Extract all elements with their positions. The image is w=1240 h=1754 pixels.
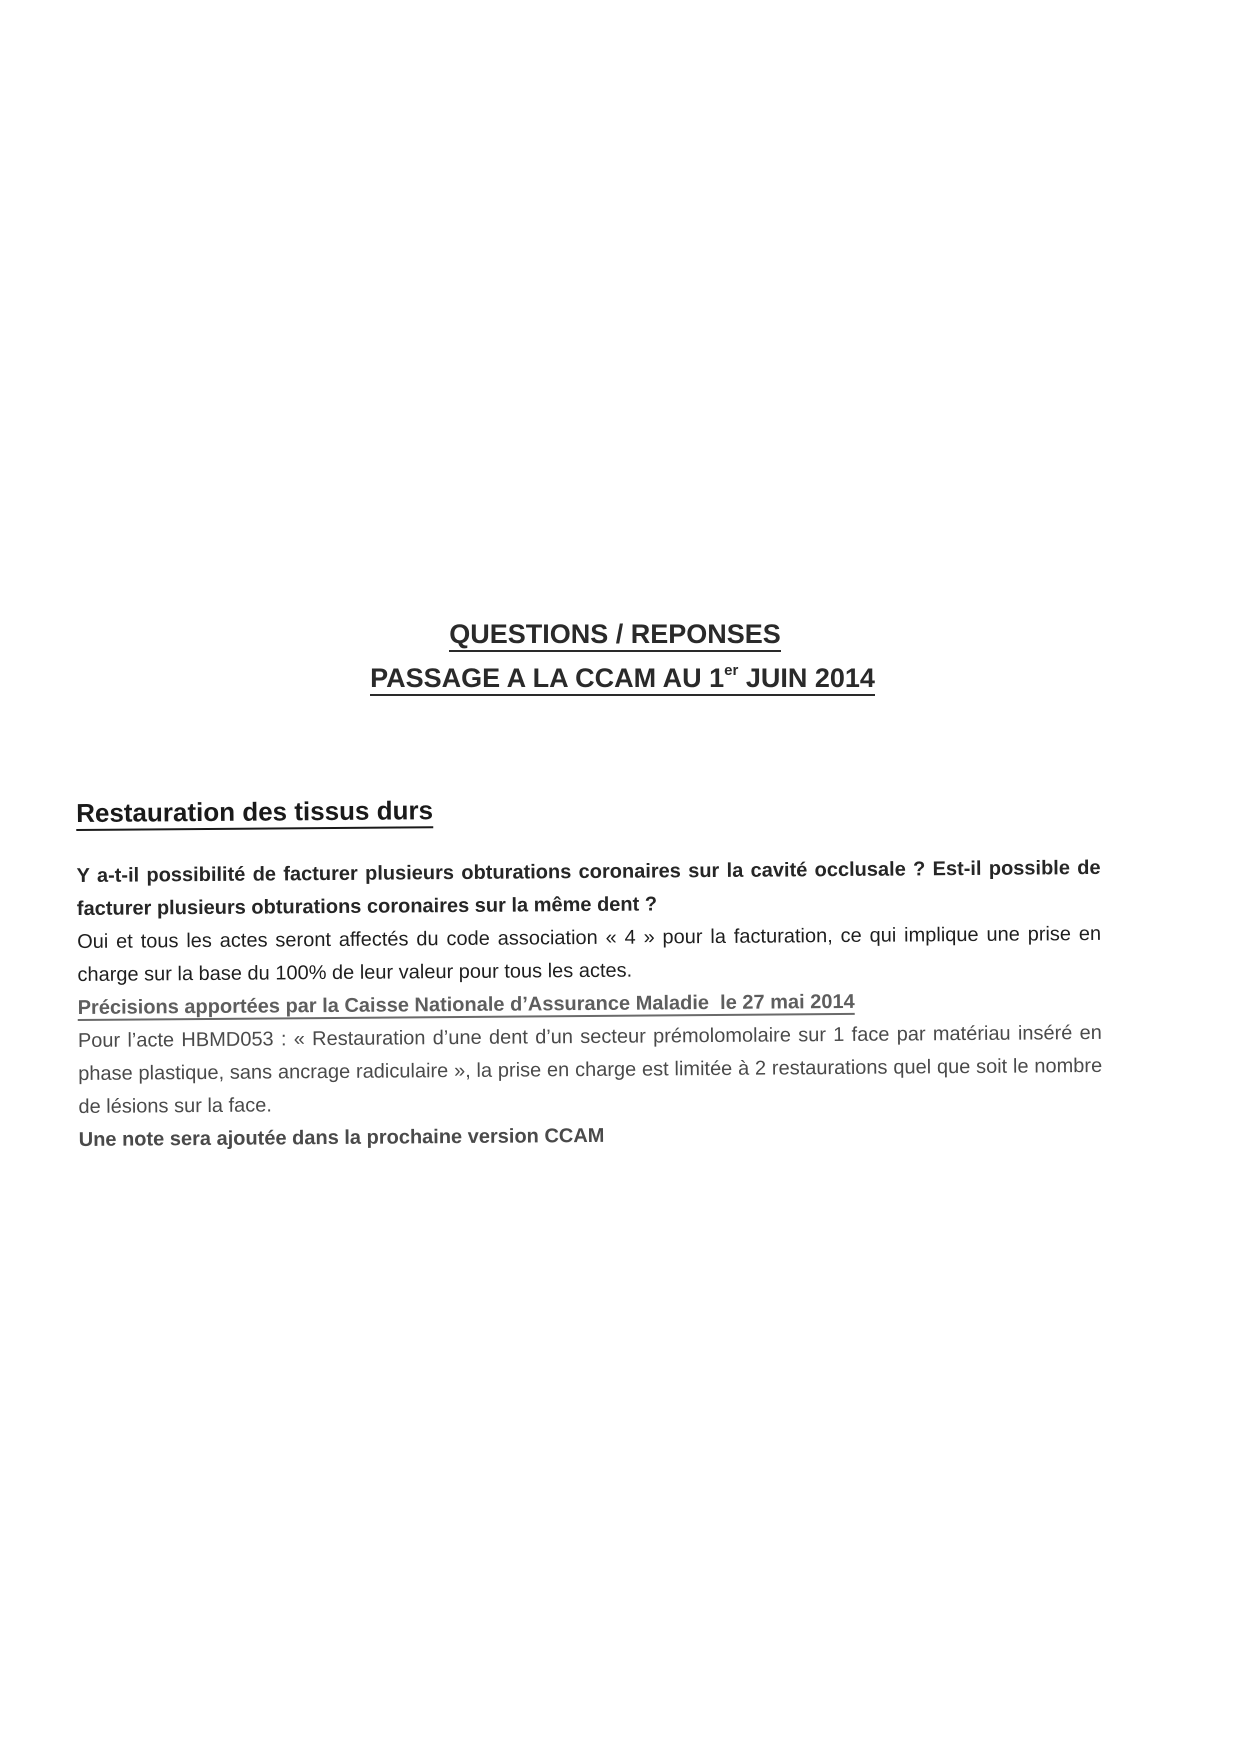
precision-heading-text: Précisions apportées par la Caisse Nationale d’Assurance Maladie le 27 mai 2014 <box>77 990 855 1019</box>
title-line-1 <box>0 612 1240 656</box>
question-paragraph: Y a-t-il possibilité de facturer plusieurs obturations coronaires sur la cavité occlusale ? Est-il possible de facturer plusieurs obturations coronaires sur la même dent ? <box>76 856 1101 920</box>
section-heading <box>76 788 1100 830</box>
section-restauration <box>76 788 1103 1157</box>
answer-paragraph: Oui et tous les actes seront affectés du code association « 4 » pour la facturation, ce qui implique une prise en charge sur la base du 100% de leur valeur pour tous les actes. <box>77 922 1102 986</box>
title-questions-reponses: QUESTIONS / REPONSES <box>449 619 781 652</box>
precision-paragraph: Pour l’acte HBMD053 : « Restauration d’une dent d’un secteur prémolomolaire sur 1 face par matériau inséré en phase plastique, sans ancrage radiculaire », la prise en charge est limitée à 2 restaurations quel que soit le nombre de lésions sur la face. <box>77 1021 1103 1118</box>
title-passage-ccam <box>370 663 875 696</box>
document-title <box>0 612 1240 700</box>
note-paragraph: Une note sera ajoutée dans la prochaine version CCAM <box>78 1124 605 1151</box>
title-line-2 <box>5 656 1240 700</box>
title-line-2-date: JUIN 2014 <box>738 663 875 693</box>
title-line-2-superscript: er <box>724 662 739 679</box>
section-heading-text: Restauration des tissus durs <box>76 795 433 831</box>
title-line-2-text: PASSAGE A LA CCAM AU 1 <box>370 663 725 693</box>
